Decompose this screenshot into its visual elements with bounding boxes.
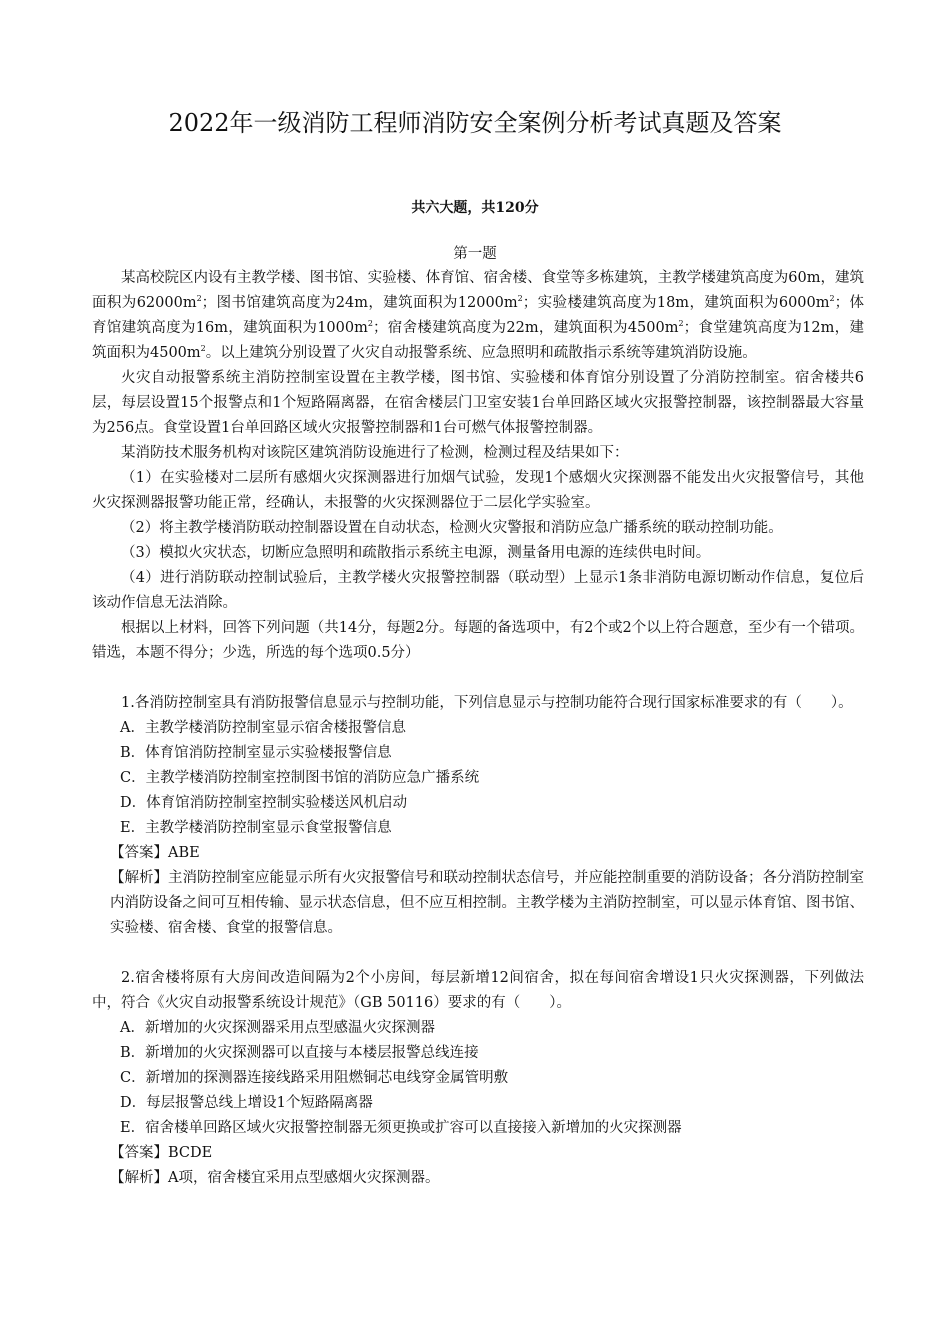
- case-paragraph-7: （4）进行消防联动控制试验后，主教学楼火灾报警控制器（联动型）上显示1条非消防电源切断动作信息，复位后该动作信息无法消除。: [92, 570, 864, 611]
- question-2-analysis: 【解析】A项，宿舍楼宜采用点型感烟火灾探测器。: [110, 1170, 440, 1186]
- question-2-option-a: A．新增加的火灾探测器采用点型感温火灾探测器: [120, 1020, 435, 1036]
- question-1-option-a: A．主教学楼消防控制室显示宿舍楼报警信息: [120, 720, 406, 736]
- question-1-option-b: B．体育馆消防控制室显示实验楼报警信息: [120, 745, 392, 761]
- question-2-answer: 【答案】BCDE: [110, 1145, 213, 1161]
- question-2-option-e: E．宿舍楼单回路区域火灾报警控制器无须更换或扩容可以直接接入新增加的火灾探测器: [120, 1120, 682, 1136]
- case-paragraph-6: （3）模拟火灾状态，切断应急照明和疏散指示系统主电源，测量备用电源的连续供电时间。: [121, 545, 711, 561]
- spacer: [92, 941, 864, 966]
- question-1-option-d: D．体育馆消防控制室控制实验楼送风机启动: [120, 795, 408, 811]
- document-body: [92, 266, 864, 1191]
- question-2-option-b: B．新增加的火灾探测器可以直接与本楼层报警总线连接: [120, 1045, 479, 1061]
- question-1-option-c: C．主教学楼消防控制室控制图书馆的消防应急广播系统: [120, 770, 480, 786]
- case-paragraph-4: （1）在实验楼对二层所有感烟火灾探测器进行加烟气试验，发现1个感烟火灾探测器不能发出火灾报警信号，其他火灾探测器报警功能正常，经确认，未报警的火灾探测器位于二层化学实验室。: [92, 470, 864, 511]
- case-paragraph-5: （2）将主教学楼消防联动控制器设置在自动状态，检测火灾警报和消防应急广播系统的联动控制功能。: [121, 520, 783, 536]
- question-2-stem: 2.宿舍楼将原有大房间改造间隔为2个小房间，每层新增12间宿舍，拟在每间宿舍增设1只火灾探测器，下列做法中，符合《火灾自动报警系统设计规范》（GB 50116）要求的有（ ）。: [92, 970, 864, 1011]
- case-paragraph-8: 根据以上材料，回答下列问题（共14分，每题2分。每题的备选项中，有2个或2个以上符合题意，至少有一个错项。错选，本题不得分；少选，所选的每个选项0.5分）: [92, 620, 864, 661]
- case-paragraph-3: 某消防技术服务机构对该院区建筑消防设施进行了检测，检测过程及结果如下：: [121, 445, 629, 461]
- section-heading: 第一题: [453, 246, 497, 262]
- document-title: 2022年一级消防工程师消防安全案例分析考试真题及答案: [168, 109, 782, 137]
- case-paragraph-2: 火灾自动报警系统主消防控制室设置在主教学楼，图书馆、实验楼和体育馆分别设置了分消防控制室。宿舍楼共6层，每层设置15个报警点和1个短路隔离器，在宿舍楼层门卫室安装1台单回路区域火灾报警控制器，该控制器最大容量为256点。食堂设置1台单回路区域火灾报警控制器和1台可燃气体报警控制器。: [92, 370, 864, 436]
- question-1-option-e: E．主教学楼消防控制室显示食堂报警信息: [120, 820, 392, 836]
- document-subtitle: 共六大题，共120分: [411, 200, 539, 216]
- question-2-option-c: C．新增加的探测器连接线路采用阻燃铜芯电线穿金属管明敷: [120, 1070, 509, 1086]
- question-1-stem: 1.各消防控制室具有消防报警信息显示与控制功能，下列信息显示与控制功能符合现行国家标准要求的有（ ）。: [121, 695, 853, 711]
- case-paragraph-1: 某高校院区内设有主教学楼、图书馆、实验楼、体育馆、宿舍楼、食堂等多栋建筑，主教学楼建筑高度为60m，建筑面积为$62000m^2$；图书馆建筑高度为24m，建筑面积为$12000m^2$；实验楼建筑高度为18m，建筑面积为$6000m^2$；体育馆建筑高度为16m，建筑面积为$1000m^2$；宿舍楼建筑高度为22m，建筑面积为$4500m^2$；食堂建筑高度为12m，建筑面积为$4500m^2$。以上建筑分别设置了火灾自动报警系统、应急照明和疏散指示系统等建筑消防设施。: [92, 270, 865, 361]
- question-1-answer: 【答案】ABE: [110, 845, 200, 861]
- question-1-analysis: 【解析】主消防控制室应能显示所有火灾报警信号和联动控制状态信号，并应能控制重要的消防设备；各分消防控制室内消防设备之间可互相传输、显示状态信息，但不应互相控制。主教学楼为主消防控制室，可以显示体育馆、图书馆、实验楼、宿舍楼、食堂的报警信息。: [110, 870, 864, 936]
- spacer: [92, 666, 864, 691]
- question-2-option-d: D．每层报警总线上增设1个短路隔离器: [120, 1095, 373, 1111]
